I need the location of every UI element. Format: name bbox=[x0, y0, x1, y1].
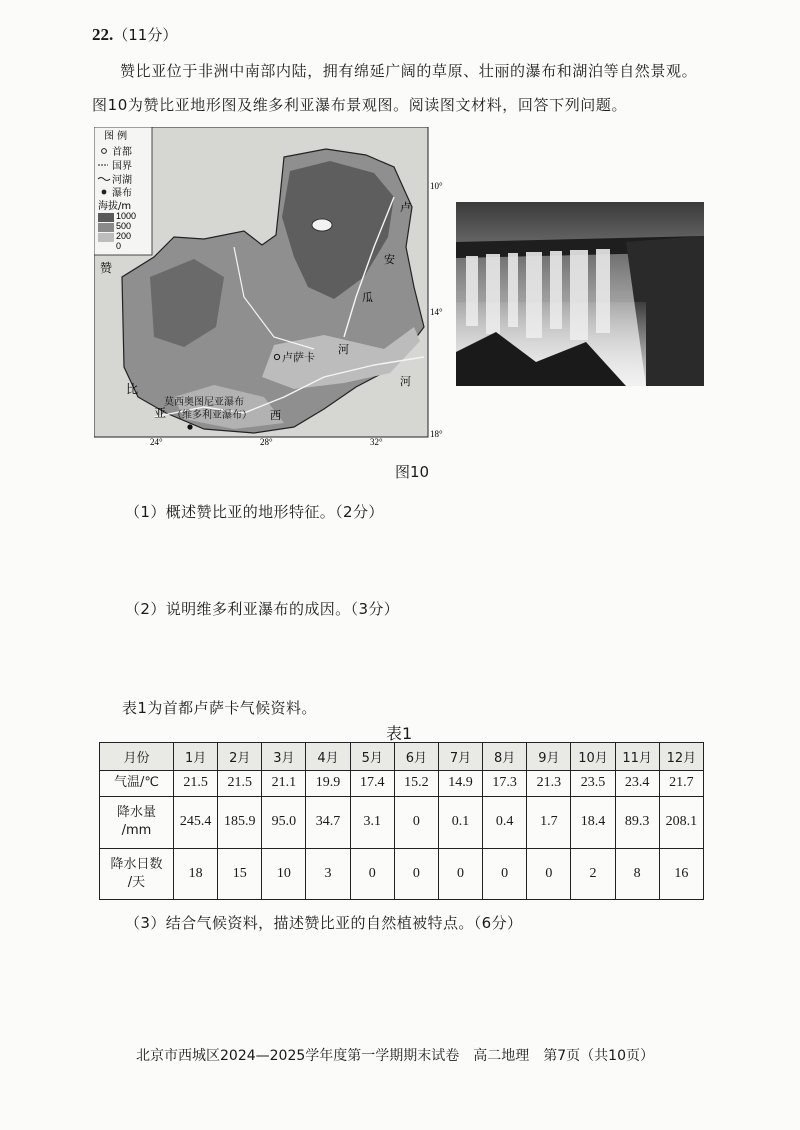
sub-question-2: （2）说明维多利亚瀑布的成因。（3分） bbox=[125, 600, 400, 618]
table-cell: 21.7 bbox=[659, 770, 703, 796]
table-cell: 0 bbox=[350, 848, 394, 899]
table-cell: 3.1 bbox=[350, 797, 394, 848]
month-header: 3月 bbox=[262, 743, 306, 771]
table-row-rain-days bbox=[100, 848, 704, 899]
table-cell: 19.9 bbox=[306, 770, 350, 796]
zambia-topographic-map bbox=[94, 127, 454, 445]
victoria-falls-photo bbox=[456, 202, 704, 386]
month-header: 2月 bbox=[218, 743, 262, 771]
capital-label: 卢萨卡 bbox=[282, 351, 315, 364]
table-cell: 21.5 bbox=[218, 770, 262, 796]
month-header: 8月 bbox=[483, 743, 527, 771]
lake bbox=[312, 219, 332, 231]
figure-caption: 图10 bbox=[395, 463, 430, 481]
waterfall-label-2: （维多利亚瀑布） bbox=[172, 410, 252, 421]
country-char-3: 亚 bbox=[154, 406, 167, 420]
month-header: 1月 bbox=[174, 743, 218, 771]
table-cell: 0.1 bbox=[438, 797, 482, 848]
river-char-2: 安 bbox=[384, 253, 395, 266]
table-cell: 185.9 bbox=[218, 797, 262, 848]
map-legend bbox=[94, 127, 152, 255]
table-cell: 2 bbox=[571, 848, 615, 899]
table-cell: 208.1 bbox=[659, 797, 703, 848]
month-header: 10月 bbox=[571, 743, 615, 771]
table-cell: 21.5 bbox=[174, 770, 218, 796]
table-cell: 17.3 bbox=[483, 770, 527, 796]
question-points: （11分） bbox=[113, 26, 178, 44]
question-intro-line2: 图10为赞比亚地形图及维多利亚瀑布景观图。阅读图文材料，回答下列问题。 bbox=[92, 96, 628, 114]
month-header: 11月 bbox=[615, 743, 659, 771]
table-cell: 21.1 bbox=[262, 770, 306, 796]
month-header: 7月 bbox=[438, 743, 482, 771]
lat-label-10: 10° bbox=[430, 181, 443, 191]
lat-label-14: 14° bbox=[430, 307, 443, 317]
table-row-temperature bbox=[100, 770, 704, 796]
table-cell: 3 bbox=[306, 848, 350, 899]
table-cell: 14.9 bbox=[438, 770, 482, 796]
climate-table bbox=[99, 742, 704, 900]
lon-label-32: 32° bbox=[370, 437, 383, 445]
table-cell: 0 bbox=[394, 797, 438, 848]
table-cell: 245.4 bbox=[174, 797, 218, 848]
river-char-4: 河 bbox=[338, 343, 349, 356]
table-cell: 95.0 bbox=[262, 797, 306, 848]
month-header: 4月 bbox=[306, 743, 350, 771]
table-cell: 8 bbox=[615, 848, 659, 899]
month-header: 5月 bbox=[350, 743, 394, 771]
river-char-1: 卢 bbox=[400, 201, 411, 214]
month-header: 12月 bbox=[659, 743, 703, 771]
table-caption: 表1 bbox=[386, 724, 413, 743]
row-label-rain-days: 降水日数 /天 bbox=[100, 848, 174, 899]
question-intro-line1: 赞比亚位于非洲中南部内陆，拥有绵延广阔的草原、壮丽的瀑布和湖泊等自然景观。 bbox=[120, 62, 698, 80]
legend-border: 国界 bbox=[112, 161, 132, 172]
table-row-precipitation bbox=[100, 797, 704, 848]
country-char-1: 赞 bbox=[100, 261, 113, 275]
legend-waterfall: 瀑布 bbox=[112, 188, 132, 199]
table-cell: 15.2 bbox=[394, 770, 438, 796]
legend-river: 河湖 bbox=[112, 175, 132, 186]
table-cell: 18.4 bbox=[571, 797, 615, 848]
table-cell: 0 bbox=[394, 848, 438, 899]
sub-question-3: （3）结合气候资料，描述赞比亚的自然植被特点。（6分） bbox=[125, 914, 523, 932]
table-cell: 17.4 bbox=[350, 770, 394, 796]
table-cell: 0 bbox=[483, 848, 527, 899]
header-month-label: 月份 bbox=[100, 743, 174, 771]
table-cell: 0 bbox=[438, 848, 482, 899]
river2-char-1: 河 bbox=[400, 375, 411, 388]
waterfall-marker bbox=[187, 424, 192, 429]
elevation-level-3: 0 bbox=[116, 241, 122, 251]
sub-question-1: （1）概述赞比亚的地形特征。（2分） bbox=[125, 503, 384, 521]
table-cell: 18 bbox=[174, 848, 218, 899]
table-cell: 15 bbox=[218, 848, 262, 899]
table-cell: 1.7 bbox=[527, 797, 571, 848]
question-number: 22.（11分） bbox=[92, 25, 178, 44]
lon-label-24: 24° bbox=[150, 437, 163, 445]
table-cell: 89.3 bbox=[615, 797, 659, 848]
elevation-level-1: 500 bbox=[116, 221, 132, 231]
month-header: 6月 bbox=[394, 743, 438, 771]
table-cell: 21.3 bbox=[527, 770, 571, 796]
lat-label-18: 18° bbox=[430, 429, 443, 439]
table-cell: 16 bbox=[659, 848, 703, 899]
table-cell: 34.7 bbox=[306, 797, 350, 848]
row-label-temperature: 气温/℃ bbox=[100, 770, 174, 796]
river2-char-2: 西 bbox=[270, 409, 281, 422]
month-header: 9月 bbox=[527, 743, 571, 771]
lon-label-28: 28° bbox=[260, 437, 273, 445]
table-intro: 表1为首都卢萨卡气候资料。 bbox=[122, 699, 317, 717]
country-char-2: 比 bbox=[126, 382, 139, 396]
table-cell: 23.4 bbox=[615, 770, 659, 796]
table-header-row bbox=[100, 743, 704, 771]
legend-title: 图 例 bbox=[104, 131, 128, 142]
elevation-level-2: 200 bbox=[116, 231, 132, 241]
legend-elevation-title: 海拔/m bbox=[98, 201, 132, 212]
river-char-3: 瓜 bbox=[362, 291, 373, 304]
table-cell: 0.4 bbox=[483, 797, 527, 848]
table-cell: 23.5 bbox=[571, 770, 615, 796]
table-cell: 0 bbox=[527, 848, 571, 899]
table-cell: 10 bbox=[262, 848, 306, 899]
page-footer: 北京市西城区2024—2025学年度第一学期期末试卷 高二地理 第7页（共10页） bbox=[136, 1048, 654, 1064]
row-label-precipitation: 降水量 /mm bbox=[100, 797, 174, 848]
elevation-level-0: 1000 bbox=[116, 211, 137, 221]
legend-capital: 首都 bbox=[112, 147, 132, 158]
waterfall-label-1: 莫西奥图尼亚瀑布 bbox=[164, 397, 244, 408]
